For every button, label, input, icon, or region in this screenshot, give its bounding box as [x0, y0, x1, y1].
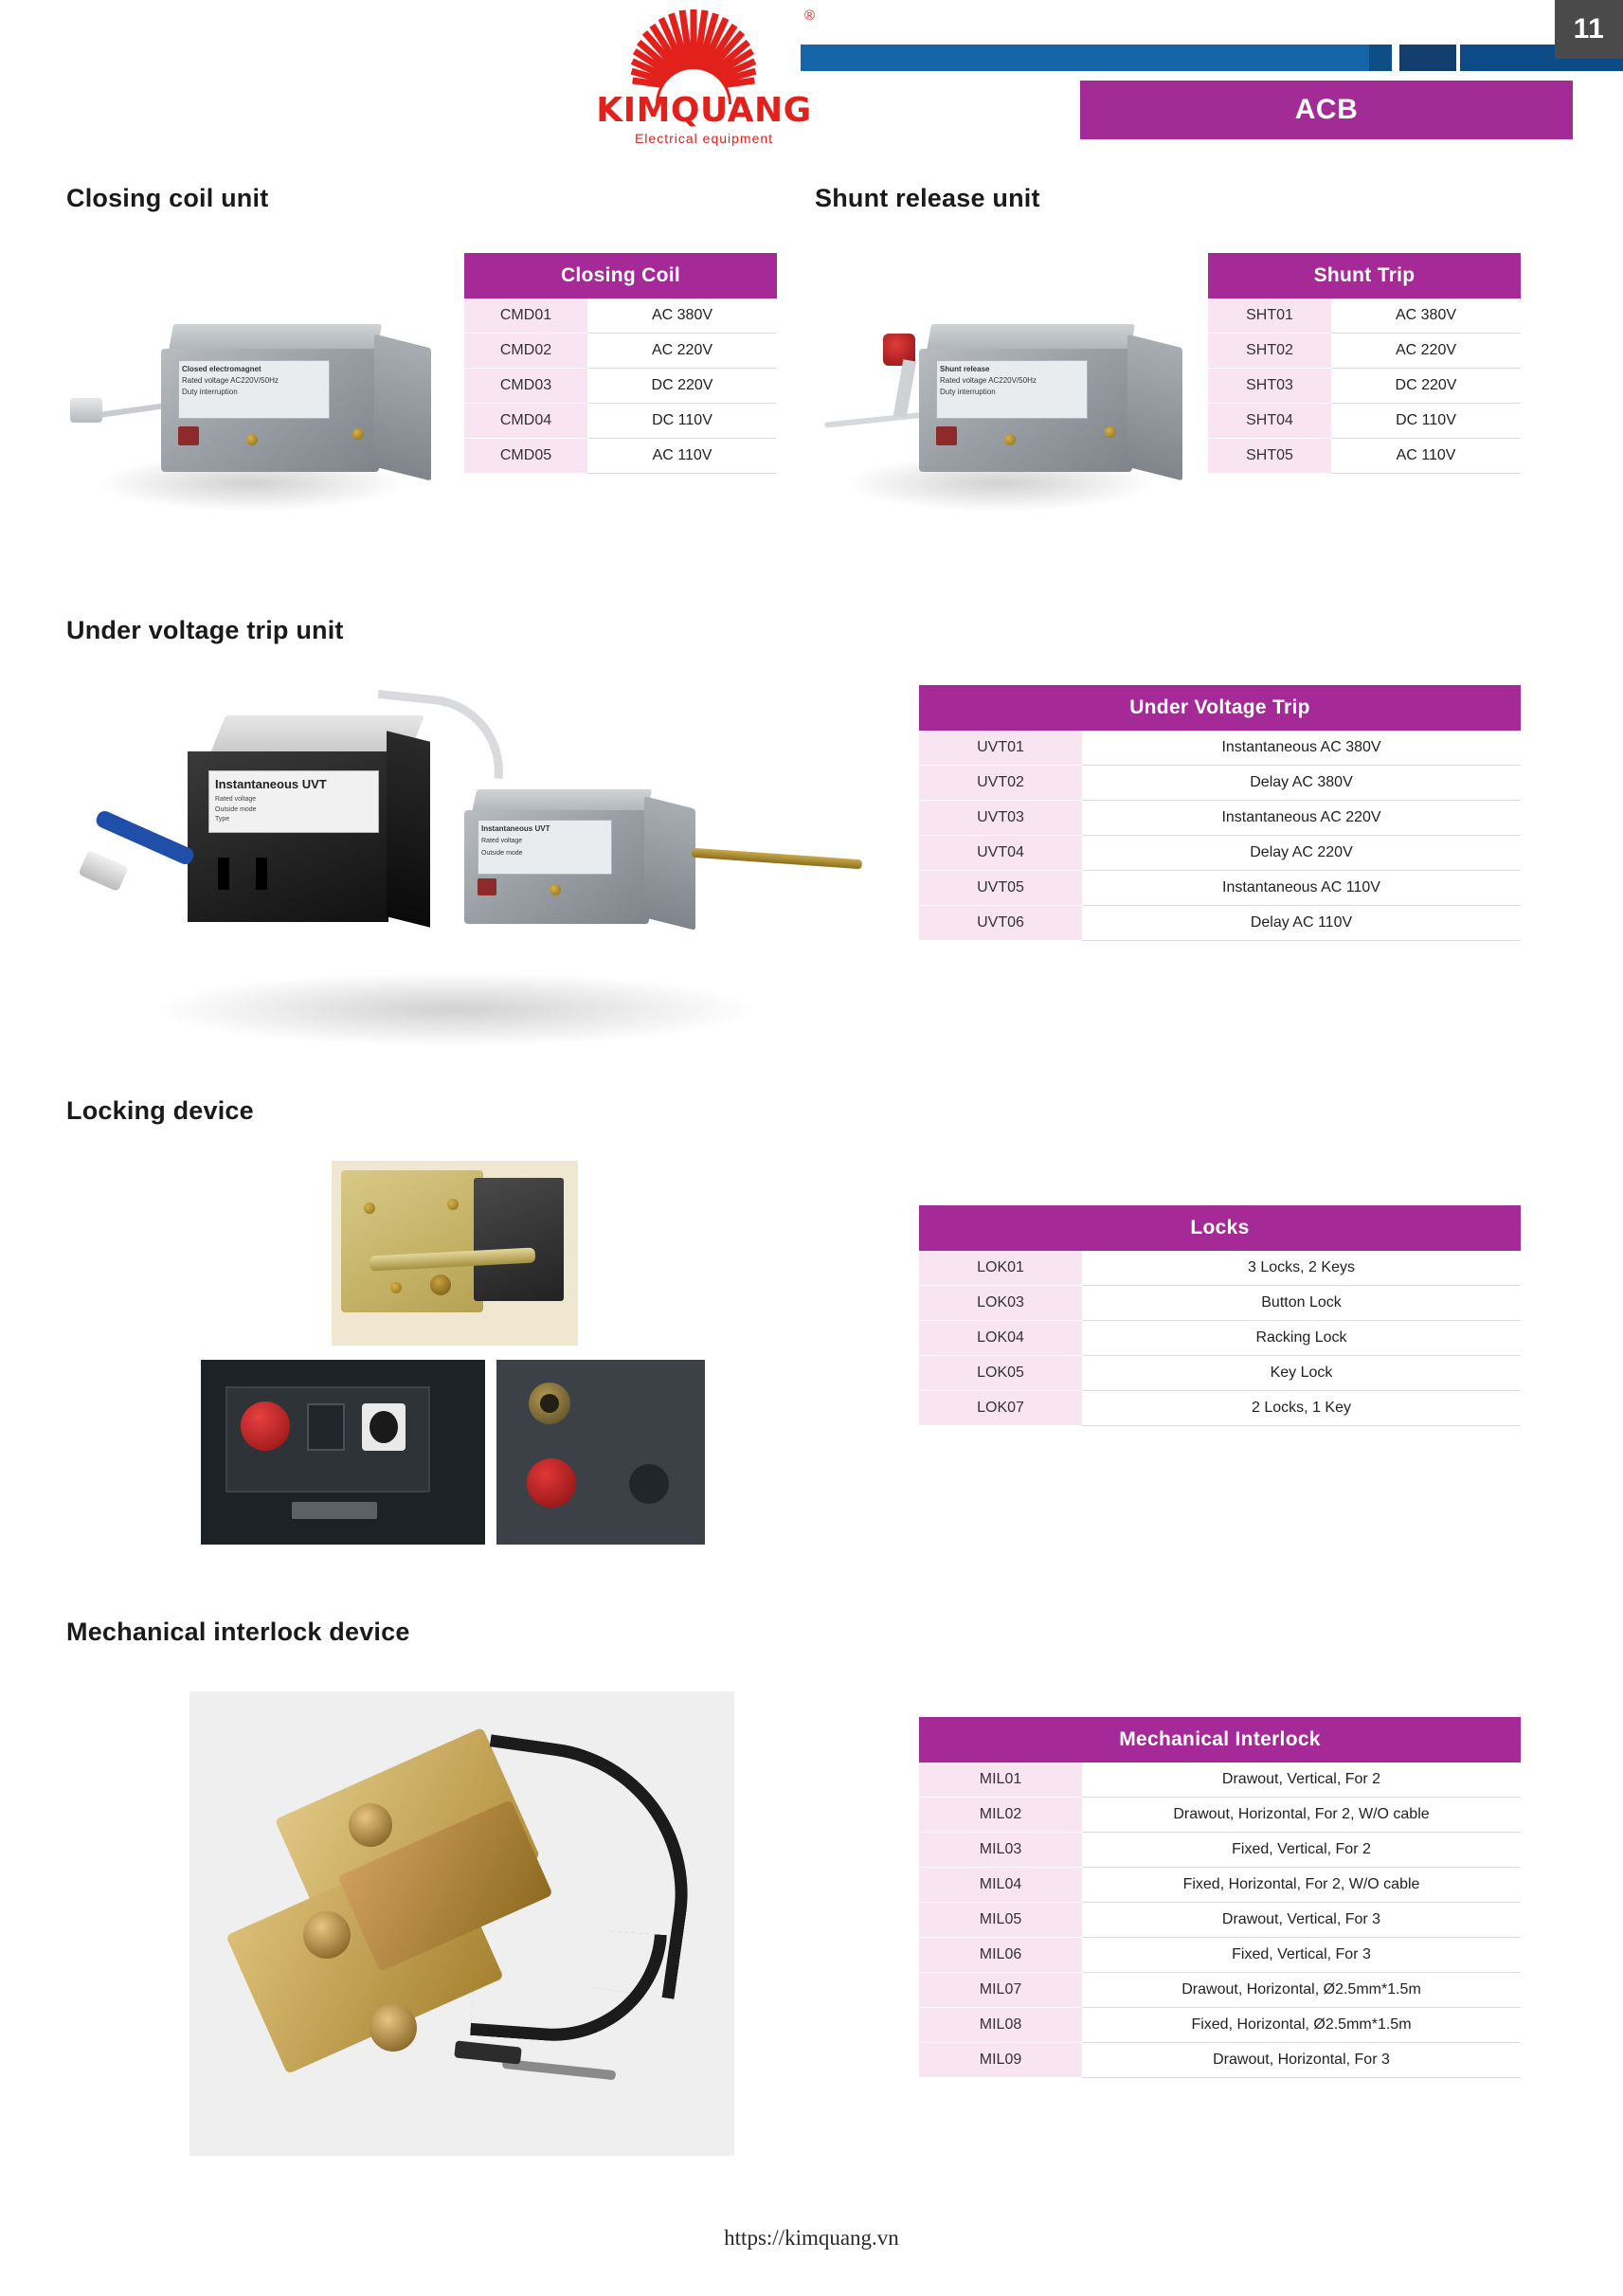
table-row: [919, 1798, 1521, 1833]
photo-shunt-release: [815, 284, 1222, 531]
table-row: [919, 1868, 1521, 1903]
logo-company-name: KIMQUANG: [596, 91, 812, 130]
registered-trademark-icon: ®: [803, 8, 815, 24]
photo-label-uvt-grey-title: Instantaneous UVT: [481, 824, 550, 833]
row-code: MIL07: [919, 1973, 1082, 2008]
row-value: Drawout, Vertical, For 3: [1082, 1903, 1521, 1938]
row-value: Instantaneous AC 110V: [1082, 871, 1521, 906]
row-value: Fixed, Vertical, For 3: [1082, 1938, 1521, 1973]
section-tab-label: ACB: [1294, 94, 1359, 125]
table-row: [464, 439, 777, 474]
table-under-voltage-trip: [919, 685, 1521, 941]
row-value: Drawout, Vertical, For 2: [1082, 1763, 1521, 1798]
row-value: Racking Lock: [1082, 1321, 1521, 1356]
row-code: UVT04: [919, 836, 1082, 871]
row-code: MIL05: [919, 1903, 1082, 1938]
table-header-under-voltage: Under Voltage Trip: [919, 685, 1521, 731]
table-row: [919, 1763, 1521, 1798]
table-row: [919, 2043, 1521, 2078]
row-code: MIL02: [919, 1798, 1082, 1833]
row-code: SHT01: [1208, 298, 1331, 334]
photo-label-uvt-grey: [478, 820, 612, 875]
photo-label-line2: Duty interruption: [182, 388, 238, 396]
heading-mechanical-interlock: Mechanical interlock device: [66, 1618, 410, 1646]
uvt-label-row-2: Type: [215, 816, 230, 823]
table-row: [464, 369, 777, 404]
row-code: MIL09: [919, 2043, 1082, 2078]
row-value: Drawout, Horizontal, Ø2.5mm*1.5m: [1082, 1973, 1521, 2008]
company-logo: [576, 8, 832, 150]
table-row: [1208, 334, 1521, 369]
table-shunt-trip: [1208, 253, 1521, 474]
table-row: [1208, 439, 1521, 474]
table-row: [919, 1973, 1521, 2008]
photo-label-title: Shunt release: [940, 365, 990, 373]
heading-closing-coil: Closing coil unit: [66, 184, 269, 212]
row-code: LOK04: [919, 1321, 1082, 1356]
row-value: DC 110V: [1331, 404, 1521, 439]
row-value: Delay AC 380V: [1082, 766, 1521, 801]
table-row: [919, 871, 1521, 906]
photo-label-uvt-black: [208, 770, 379, 833]
table-row: [1208, 298, 1521, 334]
row-code: MIL03: [919, 1833, 1082, 1868]
uvt-grey-row-0: Rated voltage: [481, 838, 523, 844]
row-value: Fixed, Horizontal, For 2, W/O cable: [1082, 1868, 1521, 1903]
row-value: Instantaneous AC 220V: [1082, 801, 1521, 836]
row-code: SHT04: [1208, 404, 1331, 439]
photo-label-line2: Duty interruption: [940, 388, 996, 396]
table-row: [919, 1391, 1521, 1426]
row-code: LOK01: [919, 1251, 1082, 1286]
row-code: MIL08: [919, 2008, 1082, 2043]
row-value: Button Lock: [1082, 1286, 1521, 1321]
photo-label-uvt-black-title: Instantaneous UVT: [215, 777, 327, 791]
photo-label-line1: Rated voltage AC220V/50Hz: [940, 376, 1037, 385]
row-value: DC 220V: [587, 369, 777, 404]
row-value: Fixed, Horizontal, Ø2.5mm*1.5m: [1082, 2008, 1521, 2043]
table-mechanical-interlock: [919, 1717, 1521, 2078]
photo-closing-coil: [66, 284, 474, 531]
table-row: [464, 298, 777, 334]
table-row: [919, 1833, 1521, 1868]
table-row: [1208, 369, 1521, 404]
row-value: AC 110V: [1331, 439, 1521, 474]
photo-lock-panel-buttons: [201, 1360, 485, 1545]
row-code: SHT02: [1208, 334, 1331, 369]
table-row: [1208, 404, 1521, 439]
photo-mechanical-interlock: [189, 1691, 734, 2156]
row-code: MIL01: [919, 1763, 1082, 1798]
heading-under-voltage: Under voltage trip unit: [66, 616, 344, 644]
row-code: UVT02: [919, 766, 1082, 801]
table-header-locks: Locks: [919, 1205, 1521, 1251]
row-value: AC 380V: [1331, 298, 1521, 334]
row-value: Delay AC 220V: [1082, 836, 1521, 871]
footer-url: https://kimquang.vn: [724, 2226, 899, 2250]
row-code: MIL04: [919, 1868, 1082, 1903]
section-tab-acb: [1080, 81, 1573, 139]
heading-shunt-release: Shunt release unit: [815, 184, 1040, 212]
row-value: 3 Locks, 2 Keys: [1082, 1251, 1521, 1286]
photo-label-line1: Rated voltage AC220V/50Hz: [182, 376, 279, 385]
row-code: CMD02: [464, 334, 587, 369]
page-number-badge: [1555, 0, 1623, 59]
photo-lock-mechanism: [332, 1161, 578, 1346]
row-value: DC 220V: [1331, 369, 1521, 404]
row-value: AC 380V: [587, 298, 777, 334]
photo-label-closing-coil: [178, 360, 330, 419]
row-code: CMD03: [464, 369, 587, 404]
page-header: [0, 0, 1623, 166]
row-code: CMD01: [464, 298, 587, 334]
photo-label-title: Closed electromagnet: [182, 365, 261, 373]
row-code: LOK03: [919, 1286, 1082, 1321]
table-header-shunt-trip: Shunt Trip: [1208, 253, 1521, 298]
table-closing-coil: [464, 253, 777, 474]
row-value: AC 220V: [1331, 334, 1521, 369]
photo-lock-key-detail: [496, 1360, 705, 1545]
table-header-mechanical-interlock: Mechanical Interlock: [919, 1717, 1521, 1763]
table-row: [919, 1356, 1521, 1391]
table-row: [919, 1251, 1521, 1286]
row-code: CMD04: [464, 404, 587, 439]
table-row: [919, 1321, 1521, 1356]
uvt-grey-row-1: Outside mode: [481, 849, 523, 857]
table-row: [919, 836, 1521, 871]
table-row: [919, 1903, 1521, 1938]
row-value: Drawout, Horizontal, For 3: [1082, 2043, 1521, 2078]
table-row: [919, 2008, 1521, 2043]
row-code: UVT05: [919, 871, 1082, 906]
logo-tagline: Electrical equipment: [634, 131, 774, 146]
photo-under-voltage-trip: [76, 678, 910, 1057]
row-value: AC 220V: [587, 334, 777, 369]
header-blue-bar-segment-3: [1399, 45, 1456, 71]
table-locks: [919, 1205, 1521, 1426]
table-row: [919, 766, 1521, 801]
row-code: SHT05: [1208, 439, 1331, 474]
table-header-closing-coil: Closing Coil: [464, 253, 777, 298]
uvt-label-row-1: Outside mode: [215, 805, 257, 813]
page-number: 11: [1573, 13, 1605, 45]
row-code: UVT03: [919, 801, 1082, 836]
row-value: Instantaneous AC 380V: [1082, 731, 1521, 766]
row-code: LOK05: [919, 1356, 1082, 1391]
row-code: MIL06: [919, 1938, 1082, 1973]
table-row: [919, 731, 1521, 766]
row-code: UVT06: [919, 906, 1082, 941]
uvt-label-row-0: Rated voltage: [215, 796, 257, 803]
header-blue-bar-segment-2: [1369, 45, 1392, 71]
table-row: [919, 1938, 1521, 1973]
row-code: LOK07: [919, 1391, 1082, 1426]
row-value: Fixed, Vertical, For 2: [1082, 1833, 1521, 1868]
row-code: SHT03: [1208, 369, 1331, 404]
header-blue-bar: [801, 45, 1369, 71]
row-code: CMD05: [464, 439, 587, 474]
table-row: [464, 334, 777, 369]
table-row: [919, 906, 1521, 941]
heading-locking-device: Locking device: [66, 1096, 254, 1125]
table-row: [919, 801, 1521, 836]
row-value: Drawout, Horizontal, For 2, W/O cable: [1082, 1798, 1521, 1833]
row-value: AC 110V: [587, 439, 777, 474]
row-value: DC 110V: [587, 404, 777, 439]
row-value: Key Lock: [1082, 1356, 1521, 1391]
row-value: Delay AC 110V: [1082, 906, 1521, 941]
row-code: UVT01: [919, 731, 1082, 766]
row-value: 2 Locks, 1 Key: [1082, 1391, 1521, 1426]
photo-label-shunt-release: [936, 360, 1088, 419]
table-row: [464, 404, 777, 439]
table-row: [919, 1286, 1521, 1321]
